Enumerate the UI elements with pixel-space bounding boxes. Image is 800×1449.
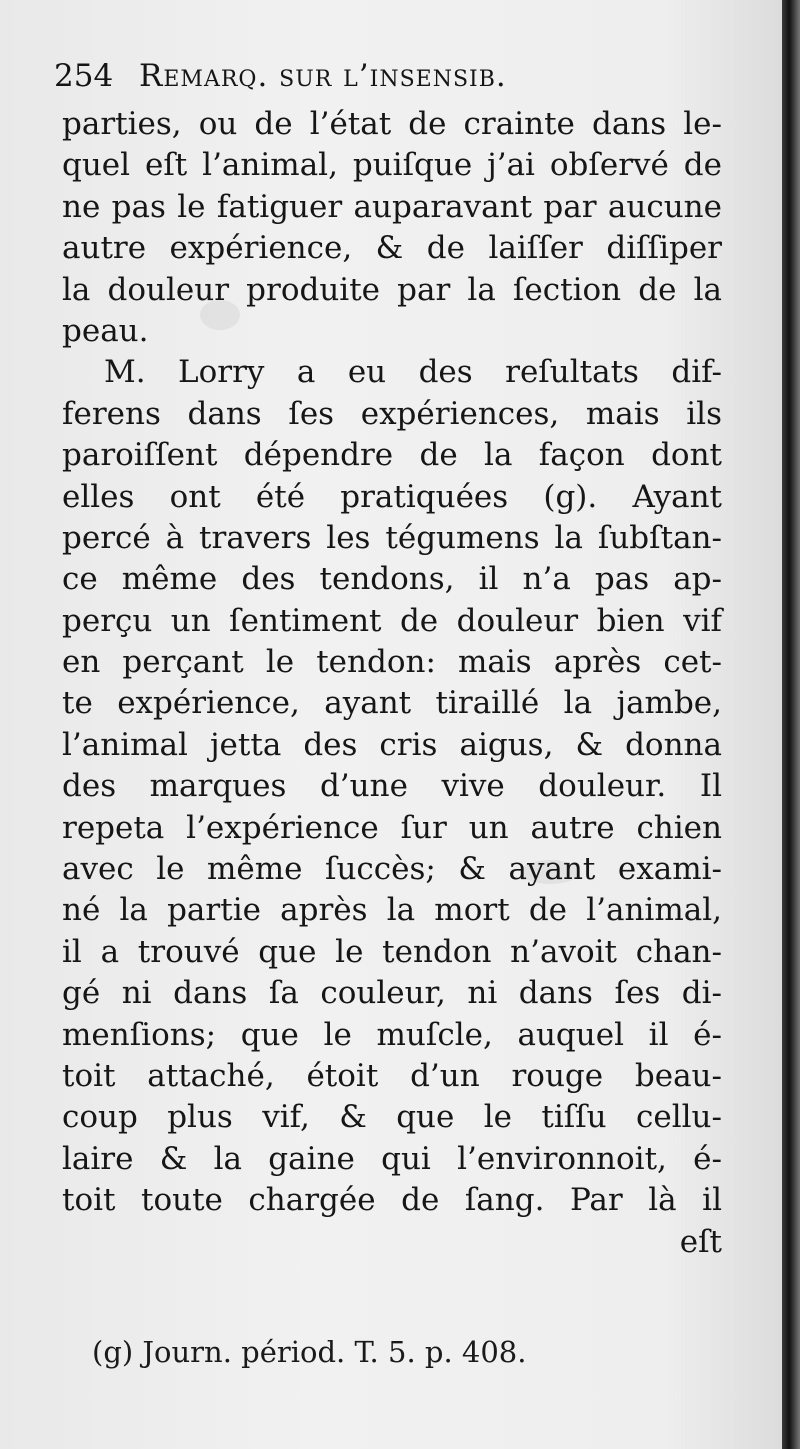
text-line: toit toute chargée de ſang. Par là il	[62, 1182, 722, 1219]
text-line: elles ont été pratiquées (g). Ayant	[62, 478, 722, 515]
text-line: quel eſt l’animal, puiſque j’ai obſervé de	[62, 147, 722, 184]
page-number: 254	[54, 58, 114, 94]
text-line: laire & la gaine qui l’environnoit, é-	[62, 1140, 722, 1177]
text-line: coup plus vif, & que le tiſſu cellu-	[62, 1099, 722, 1136]
text-line: né la partie après la mort de l’animal,	[62, 892, 722, 929]
text-line: gé ni dans ſa couleur, ni dans ſes di-	[62, 975, 722, 1012]
text-line: la douleur produite par la ſection de la	[62, 271, 722, 308]
running-title: Remarq. sur l’insensib.	[139, 58, 507, 94]
text-line: avec le même ſuccès; & ayant exami-	[62, 851, 722, 888]
book-spine-shadow	[782, 0, 800, 1449]
text-line: repeta l’expérience ſur un autre chien	[62, 809, 722, 846]
text-line: menſions; que le muſcle, auquel il é-	[62, 1016, 722, 1053]
text-line: l’animal jetta des cris aigus, & donna	[62, 726, 722, 763]
text-line: M. Lorry a eu des reſultats dif-	[104, 354, 722, 391]
text-line: il a trouvé que le tendon n’avoit chan-	[62, 933, 722, 970]
text-line: percé à travers les tégumens la ſubſtan-	[62, 519, 722, 556]
text-line: des marques d’une vive douleur. Il	[62, 768, 722, 805]
body-text	[62, 104, 722, 1263]
text-line: peau.	[62, 312, 149, 349]
text-line: toit attaché, étoit d’un rouge beau-	[62, 1057, 722, 1094]
text-line: en perçant le tendon: mais après cet-	[62, 644, 722, 681]
text-line: ne pas le fatiguer auparavant par aucune	[62, 188, 722, 225]
text-line: paroiſſent dépendre de la façon dont	[62, 437, 722, 474]
text-line: autre expérience, & de laiſſer diſſiper	[62, 230, 722, 267]
text-line: parties, ou de l’état de crainte dans le-	[62, 106, 722, 142]
text-line: ce même des tendons, il n’a pas ap-	[62, 561, 722, 598]
catchword: eſt	[679, 1223, 722, 1260]
text-line: perçu un ſentiment de douleur bien vif	[62, 602, 722, 639]
footnote: (g) Journ. périod. T. 5. p. 408.	[92, 1335, 527, 1369]
text-line: ferens dans ſes expériences, mais ils	[62, 395, 722, 432]
text-line: te expérience, ayant tiraillé la jambe,	[62, 685, 722, 722]
running-header	[54, 52, 754, 100]
